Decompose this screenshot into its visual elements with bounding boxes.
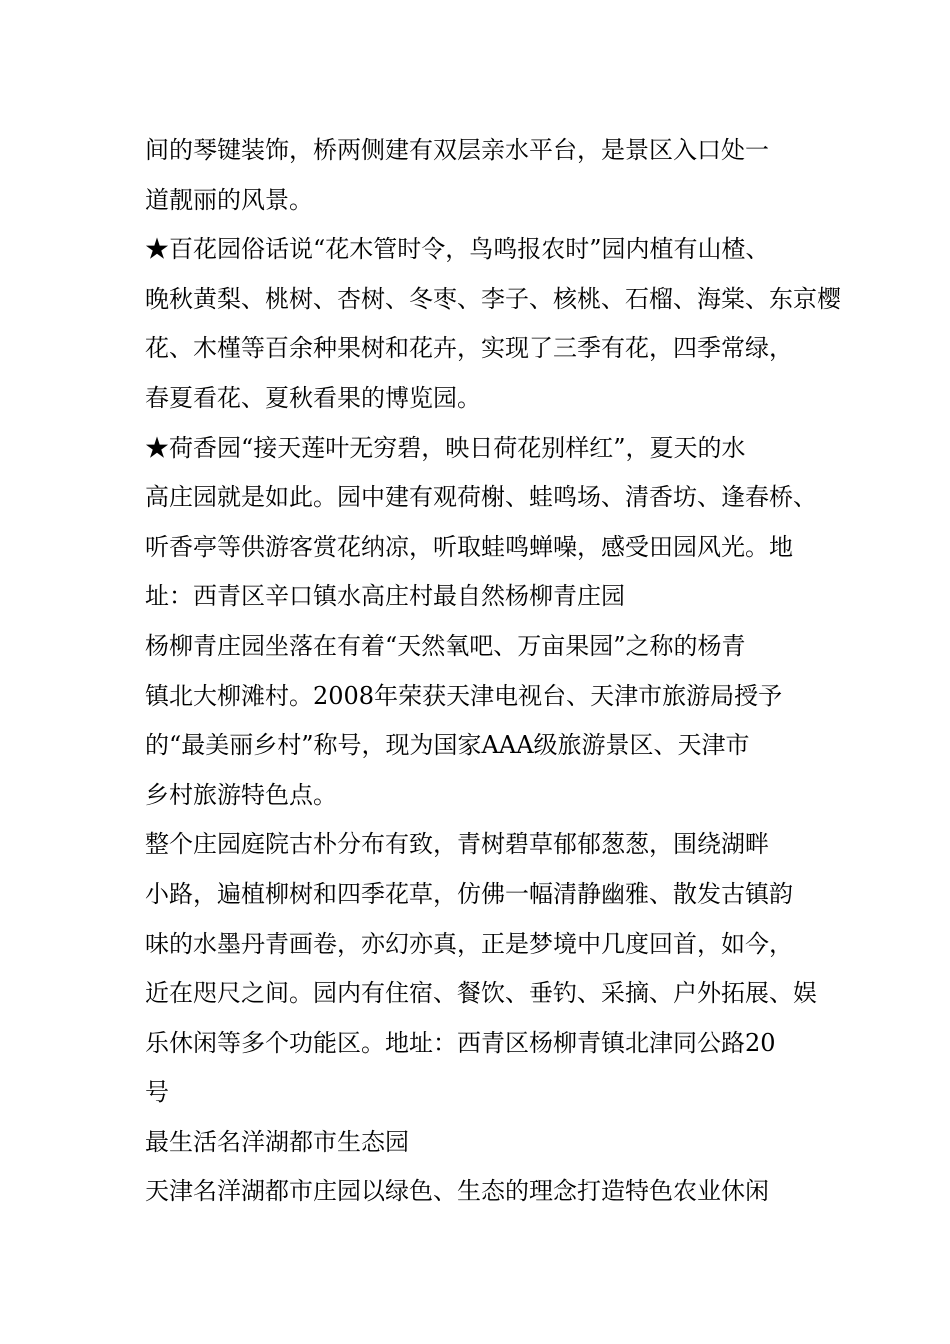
text-line: 晚秋黄梨、桃树、杏树、冬枣、李子、核桃、石榴、海棠、东京樱 — [145, 284, 841, 313]
text-line: 高庄园就是如此。园中建有观荷榭、蛙鸣场、清香坊、逢春桥、 — [145, 483, 817, 512]
text-line: 花、木槿等百余种果树和花卉，实现了三季有花，四季常绿， — [145, 334, 793, 363]
text-line: 天津名洋湖都市庄园以绿色、生态的理念打造特色农业休闲 — [145, 1177, 769, 1206]
text-line: ★荷香园“接天莲叶无穷碧，映日荷花别样红”，夏天的水 — [145, 433, 746, 462]
text-line: 近在咫尺之间。园内有住宿、餐饮、垂钓、采摘、户外拓展、娱 — [145, 979, 817, 1008]
text-line: 址：西青区辛口镇水高庄村最自然杨柳青庄园 — [145, 582, 625, 611]
text-line: 号 — [145, 1078, 169, 1107]
text-line: 乐休闲等多个功能区。地址：西青区杨柳青镇北津同公路20 — [145, 1028, 776, 1057]
text-line: ★百花园俗话说“花木管时令，鸟鸣报农时”园内植有山楂、 — [145, 235, 770, 264]
text-line: 乡村旅游特色点。 — [145, 780, 337, 809]
text-line: 味的水墨丹青画卷，亦幻亦真，正是梦境中几度回首，如今， — [145, 929, 793, 958]
text-line: 杨柳青庄园坐落在有着“天然氧吧、万亩果园”之称的杨青 — [145, 631, 746, 660]
text-line: 整个庄园庭院古朴分布有致，青树碧草郁郁葱葱，围绕湖畔 — [145, 830, 769, 859]
text-line: 小路，遍植柳树和四季花草，仿佛一幅清静幽雅、散发古镇韵 — [145, 879, 793, 908]
text-line: 间的琴键装饰，桥两侧建有双层亲水平台，是景区入口处一 — [145, 136, 769, 164]
body-text — [145, 126, 841, 1217]
text-line: 听香亭等供游客赏花纳凉，听取蛙鸣蝉噪，感受田园风光。地 — [145, 532, 793, 561]
text-line: 春夏看花、夏秋看果的博览园。 — [145, 383, 481, 412]
text-line: 的“最美丽乡村”称号，现为国家AAA级旅游景区、天津市 — [145, 731, 750, 760]
text-line: 最生活名洋湖都市生态园 — [145, 1127, 409, 1156]
text-line: 镇北大柳滩村。2008年荣获天津电视台、天津市旅游局授予 — [145, 681, 783, 710]
text-line: 道靓丽的风景。 — [145, 185, 313, 214]
